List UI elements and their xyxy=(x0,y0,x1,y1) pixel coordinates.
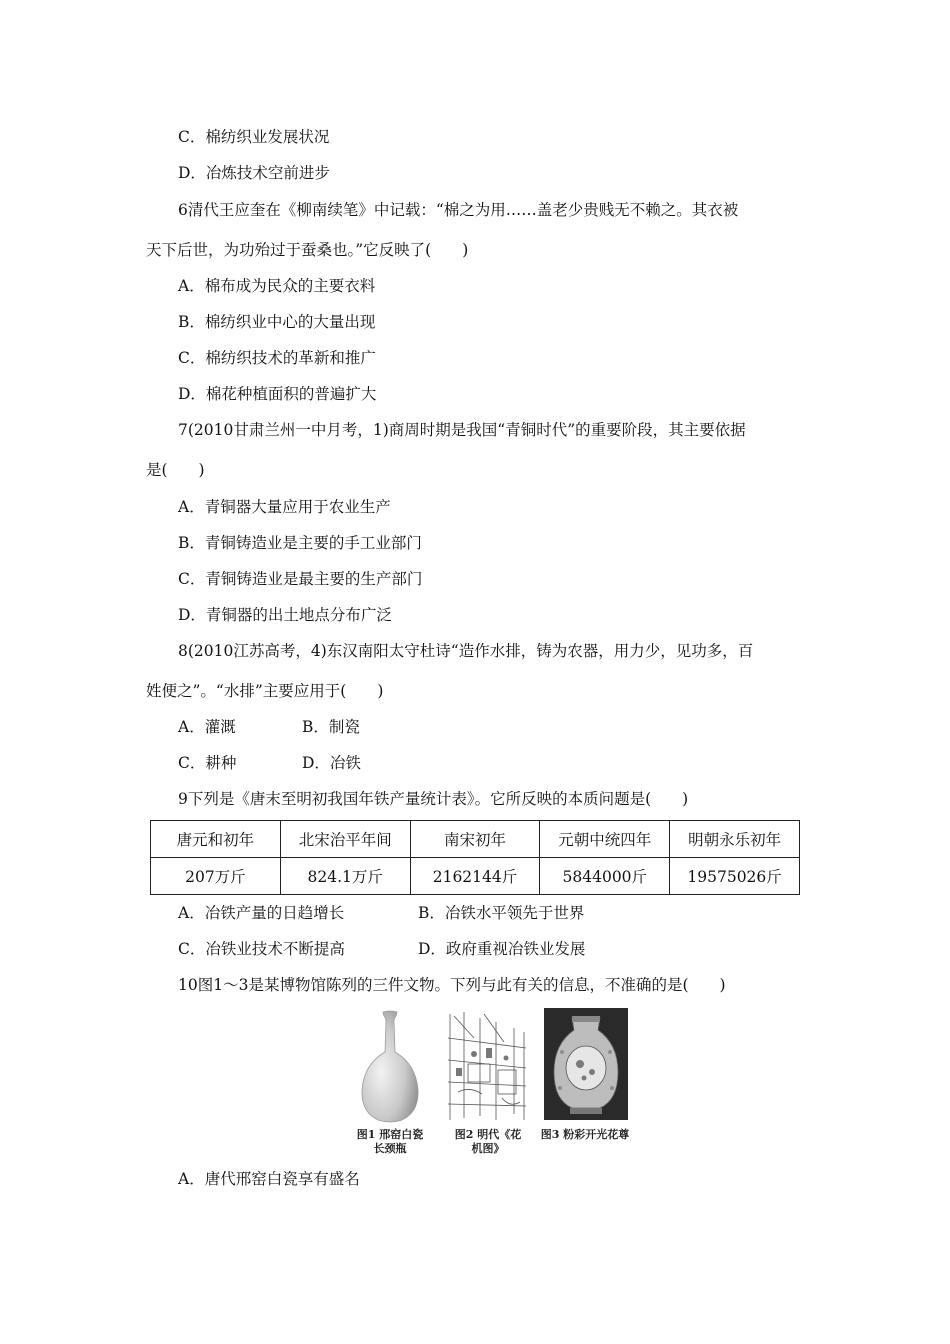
q9-stem: 9下列是《唐末至明初我国年铁产量统计表》。它所反映的本质问题是( ) xyxy=(178,790,689,808)
q5-option-c: C．棉纺织业发展状况 xyxy=(178,128,330,146)
figure1-caption-line2: 长颈瓶 xyxy=(373,1142,407,1155)
q9-option-c: C．冶铁业技术不断提高 xyxy=(178,940,345,958)
figure3-caption: 图3 粉彩开光花尊 xyxy=(540,1128,630,1141)
q10-option-a: A．唐代邢窑白瓷享有盛名 xyxy=(178,1170,360,1188)
q10-stem: 10图1～3是某博物馆陈列的三件文物。下列与此有关的信息，不准确的是( ) xyxy=(178,976,726,994)
table-cell: 5844000斤 xyxy=(540,858,670,895)
famille-rose-vase-image xyxy=(544,1008,628,1120)
q6-option-d: D．棉花种植面积的普遍扩大 xyxy=(178,385,377,403)
figure1-caption xyxy=(340,1128,440,1156)
figure2-caption-line1: 图2 明代《花 xyxy=(454,1128,522,1141)
table-cell: 2162144斤 xyxy=(410,858,540,895)
q9-option-a: A．冶铁产量的日趋增长 xyxy=(178,904,345,922)
q6-option-c: C．棉纺织技术的革新和推广 xyxy=(178,349,376,367)
q6-stem-line1: 6清代王应奎在《柳南续笔》中记载：“棉之为用……盖老少贵贱无不赖之。其衣被 xyxy=(178,201,739,219)
q8-option-a: A．灌溉 xyxy=(178,718,236,736)
loom-drawing-image xyxy=(444,1008,530,1126)
table-cell: 207万斤 xyxy=(151,858,281,895)
q6-option-a: A．棉布成为民众的主要衣料 xyxy=(178,277,376,295)
q8-option-c: C．耕种 xyxy=(178,754,237,772)
figure1-caption-line1: 图1 邢窑白瓷 xyxy=(356,1128,424,1141)
white-porcelain-vase-image xyxy=(350,1008,430,1126)
figure2-caption xyxy=(438,1128,538,1156)
q6-option-b: B．棉纺织业中心的大量出现 xyxy=(178,313,376,331)
table-cell: 824.1万斤 xyxy=(280,858,410,895)
q5-option-d: D．冶炼技术空前进步 xyxy=(178,164,330,182)
q7-option-d: D．青铜器的出土地点分布广泛 xyxy=(178,606,392,624)
artifact-figures xyxy=(340,1008,640,1168)
q7-stem-line1: 7(2010甘肃兰州一中月考，1)商周时期是我国“青铜时代”的重要阶段，其主要依据 xyxy=(178,421,746,439)
figure2-caption-line2: 机图》 xyxy=(471,1142,505,1155)
q9-option-b: B．冶铁水平领先于世界 xyxy=(418,904,585,922)
q7-stem-line2: 是( ) xyxy=(146,461,205,479)
q8-option-d: D．冶铁 xyxy=(302,754,361,772)
table-row xyxy=(151,858,800,895)
q9-option-d: D．政府重视冶铁业发展 xyxy=(418,940,586,958)
q8-option-b: B．制瓷 xyxy=(302,718,360,736)
table-header-cell: 元朝中统四年 xyxy=(540,821,670,858)
table-header-cell: 北宋治平年间 xyxy=(280,821,410,858)
table-cell: 19575026斤 xyxy=(670,858,800,895)
q7-option-a: A．青铜器大量应用于农业生产 xyxy=(178,498,391,516)
q8-stem-line1: 8(2010江苏高考，4)东汉南阳太守杜诗“造作水排，铸为农器，用力少，见功多，百 xyxy=(178,642,754,660)
table-header-cell: 南宋初年 xyxy=(410,821,540,858)
q7-option-c: C．青铜铸造业是最主要的生产部门 xyxy=(178,570,423,588)
q7-option-b: B．青铜铸造业是主要的手工业部门 xyxy=(178,534,422,552)
table-header-cell: 唐元和初年 xyxy=(151,821,281,858)
q8-stem-line2: 姓便之”。“水排”主要应用于( ) xyxy=(146,682,384,700)
table-header-row xyxy=(151,821,800,858)
iron-output-table xyxy=(150,820,800,895)
table-header-cell: 明朝永乐初年 xyxy=(670,821,800,858)
q6-stem-line2: 天下后世，为功殆过于蚕桑也。”它反映了( ) xyxy=(146,241,469,259)
